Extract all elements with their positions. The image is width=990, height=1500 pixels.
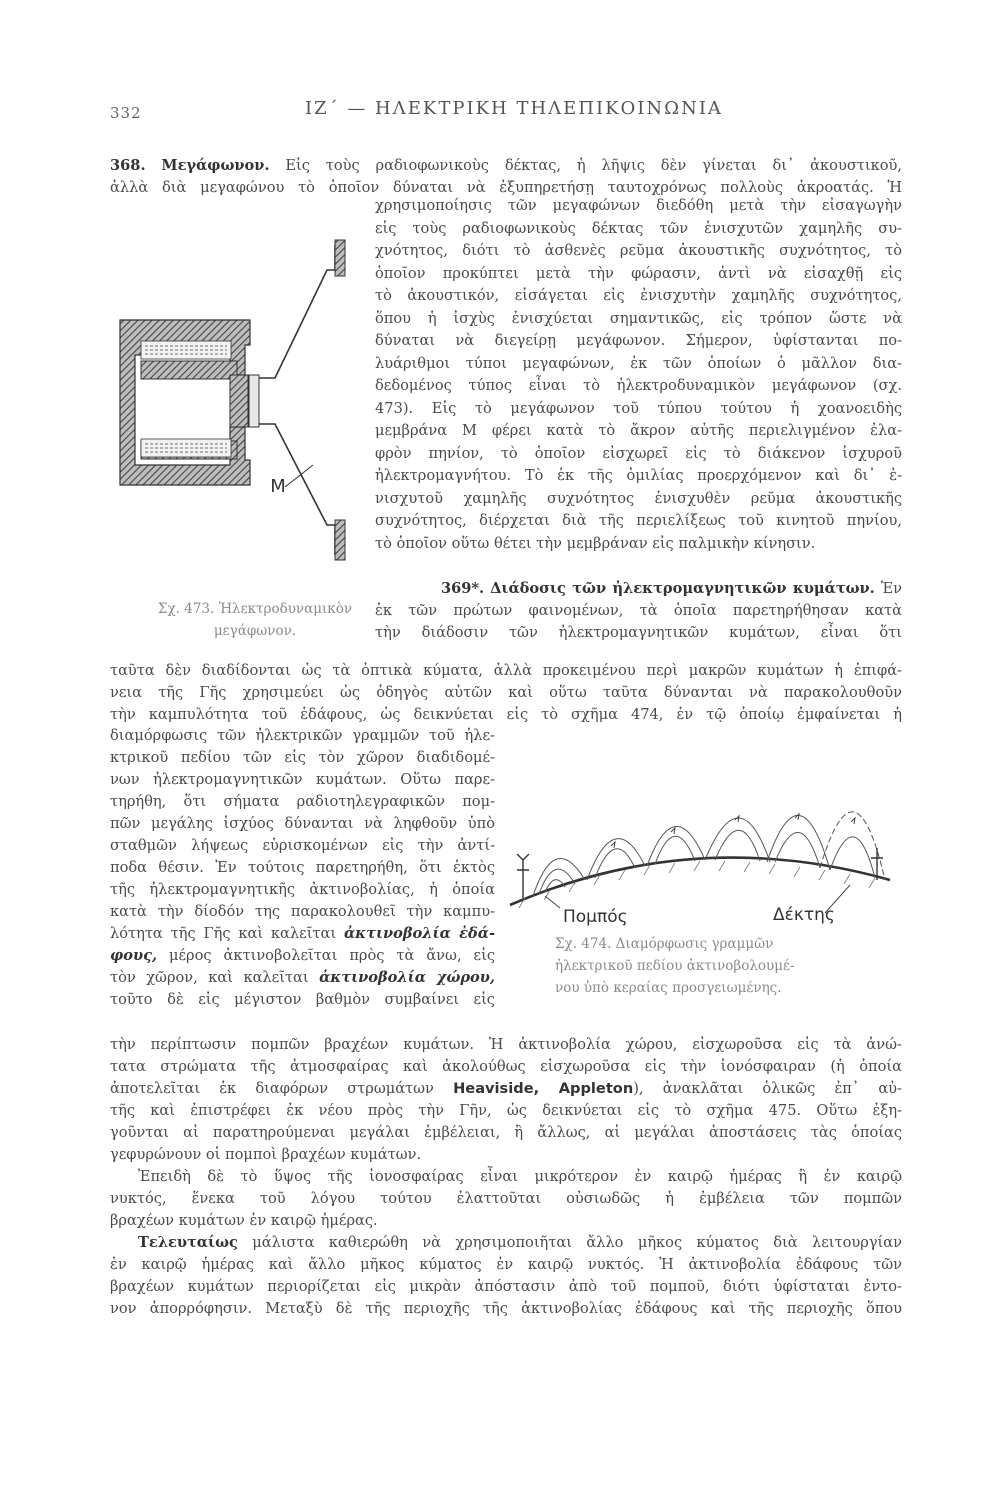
text-line xyxy=(110,1078,902,1100)
transmitter-antenna xyxy=(517,854,529,898)
text-line: νον ἀπορρόφησιν. Μεταξὺ δὲ τῆς περιοχῆς τῆς ἀκτινοβολίας ἐδάφους καὶ τῆς περιοχῆς ὅπου xyxy=(110,1300,902,1317)
text-span: Εἰς τοὺς ραδιοφωνικοὺς δέκτας, ἡ λῆψις δὲν γίνεται δι᾿ ἀκουστικοῦ, xyxy=(285,157,902,174)
frame-top xyxy=(335,240,345,276)
section-369-body xyxy=(110,660,902,726)
text-line: χνότητος, διότι τὸ ἀσθενὲς ρεῦμα ἀκουστικῆς συχνότητος, τὸ xyxy=(375,242,902,259)
text-span: ἀποτελεῖται ἐκ διαφόρων στρωμάτων xyxy=(110,1080,434,1097)
running-head: ΙΖ΄ — ΗΛΕΚΤΡΙΚΗ ΤΗΛΕΠΙΚΟΙΝΩΝΙΑ xyxy=(305,98,723,119)
frame-bottom xyxy=(335,520,345,560)
text-line: νων ἠλεκτρομαγνητικῶν κυμάτων. Οὕτω παρε- xyxy=(110,771,495,788)
text-line xyxy=(110,967,495,989)
section-369-continuation xyxy=(110,1012,902,1317)
text-span: τὸν χῶρον, καὶ καλεῖται xyxy=(110,969,309,986)
text-line: δεδομένος τύπος εἶναι τὸ ἠλεκτροδυναμικὸν μεγάφωνον (σχ. xyxy=(375,377,902,394)
caption-line: Σχ. 474. Διαμόρφωσις γραμμῶν xyxy=(555,936,774,952)
text-line: τατα στρώματα τῆς ἀτμοσφαίρας καὶ ἀκολούθως εἰσχωροῦσα εἰς τὴν ἰονόσφαιραν (ἡ ὁποία xyxy=(110,1058,902,1075)
text-span: Ἐν xyxy=(880,580,903,597)
figure-473-loudspeaker-diagram xyxy=(115,215,360,585)
field-coil xyxy=(141,341,231,457)
term-sky-radiation: ἀκτινοβολία χώρου, xyxy=(319,969,495,986)
label-transmitter: Πομπός xyxy=(563,907,628,927)
page-header xyxy=(110,98,900,128)
text-line: τηρήθη, ὅτι σήματα ραδιοτηλεγραφικῶν πομ- xyxy=(110,793,495,810)
text-line: ὁποῖον προκύπτει μετὰ τὴν φώρασιν, ἀντὶ νὰ εἰσαχθῇ εἰς xyxy=(375,264,902,282)
section-369-heading xyxy=(375,578,902,644)
caption-line: νου ὑπὸ κεραίας προσγειωμένης. xyxy=(555,980,782,996)
text-line: 473). Εἰς τὸ μεγάφωνον τοῦ τύπου τούτου ἡ χοανοειδὴς xyxy=(375,399,902,417)
section-369-left-column xyxy=(110,725,495,1011)
text-line: τὸ ὁποῖον οὕτω θέτει τὴν μεμβράναν εἰς παλμικὴν κίνησιν. xyxy=(375,534,816,552)
term-ground-radiation-end: φους, xyxy=(110,947,158,964)
label-m: Μ xyxy=(270,476,286,497)
figure-474-caption xyxy=(555,933,895,999)
page-number: 332 xyxy=(110,104,142,122)
caption-line: ἠλεκτρικοῦ πεδίου ἀκτινοβολουμέ- xyxy=(555,958,795,974)
cone-membrane xyxy=(259,245,335,555)
figure-474-field-lines-diagram xyxy=(505,730,895,930)
moving-coil xyxy=(249,375,259,427)
term-ground-radiation: ἀκτινοβολία ἐδά- xyxy=(343,925,495,942)
section-title: Διάδοσις τῶν ἠλεκτρομαγνητικῶν κυμάτων. xyxy=(490,580,875,597)
text-line: εἰς τοὺς ραδιοφωνικοὺς δέκτας τῶν ἐνισχυτῶν χαμηλῆς συ- xyxy=(375,219,902,237)
text-span: μέρος ἀκτινοβολεῖται πρὸς τὰ ἄνω, εἰς xyxy=(169,947,495,964)
label-receiver: Δέκτης xyxy=(773,905,835,925)
text-line: νυκτός, ἕνεκα τοῦ λόγου τούτου ἐλαττοῦται οὐσιωδῶς ἡ ἐμβέλεια τῶν πομπῶν xyxy=(110,1190,902,1207)
label-leader-line xyxy=(285,465,313,487)
text-line: συχνότητος, διέρχεται διὰ τῆς περιελίξεως τοῦ κινητοῦ πηνίου, xyxy=(375,512,902,529)
text-line: χρησιμοποίησις τῶν μεγαφώνων διεδόθη μετὰ τὴν εἰσαγωγὴν xyxy=(375,197,902,214)
text-line: τῆς ἠλεκτρομαγνητικῆς ἀκτινοβολίας, ἡ ὁποία xyxy=(110,881,495,898)
text-line: νεια τῆς Γῆς χρησιμεύει ὡς ὁδηγὸς αὐτῶν καὶ οὕτω ταῦτα δύνανται νὰ παρακολουθοῦν xyxy=(110,684,902,701)
text-line: ἠλεκτρομαγνήτου. Τὸ ἐκ τῆς ὁμιλίας προερχόμενον καὶ δι᾿ ἐ- xyxy=(375,467,902,484)
text-line: μεμβράνα Μ φέρει κατὰ τὸ ἄκρον αὐτῆς περιελιγμένον ἐλα- xyxy=(375,422,902,439)
text-line: ὅπου ἡ ἰσχὺς ἐνισχύεται σημαντικῶς, εἰς τρόπον ὥστε νὰ xyxy=(375,309,902,327)
text-line: γοῦνται αἱ παρατηρούμεναι μεγάλαι ἐμβέλειαι, ἢ ἄλλως, αἱ μεγάλαι ἀποστάσεις τὰς ὁποίας xyxy=(110,1124,902,1141)
text-line: τῆς καὶ ἐπιστρέφει ἐκ νέου πρὸς τὴν Γῆν, ὡς δεικνύεται εἰς τὸ σχῆμα 475. Οὕτω ἐξη- xyxy=(110,1102,902,1119)
text-line: τοῦτο δὲ εἰς μέγιστον βαθμὸν συμβαίνει εἰς xyxy=(110,991,495,1008)
text-line: πῶν μεγάλης ἰσχύος δύνανται νὰ ληφθοῦν ὑπὸ xyxy=(110,815,495,832)
earth-surface xyxy=(510,858,890,905)
text-line xyxy=(375,578,902,600)
pole-piece xyxy=(230,375,248,427)
figure-473-caption: Σχ. 473. Ἠλεκτροδυναμικὸν μεγάφωνον. xyxy=(157,601,353,639)
text-span: ), ἀνακλᾶται ὁλικῶς ἐπ᾿ αὐ- xyxy=(633,1080,902,1097)
section-title: Μεγάφωνον. xyxy=(161,157,270,174)
text-span: μάλιστα καθιερώθη νὰ χρησιμοποιῆται ἄλλο μῆκος κύματος διὰ λειτουργίαν xyxy=(252,1234,902,1251)
section-number: 369*. xyxy=(440,580,485,597)
names-heaviside-appleton: Heaviside, Appleton xyxy=(453,1080,634,1097)
section-368-column xyxy=(375,195,902,585)
text-line xyxy=(110,923,495,945)
ground-hatching xyxy=(519,861,875,908)
electric-field-lines xyxy=(533,812,885,896)
text-line: νισχυτοῦ χαμηλῆς συχνότητος ἐνισχυθὲν ρεῦμα ἀκουστικῆς xyxy=(375,489,902,507)
text-line: τὸ ἀκουστικόν, εἰσάγεται εἰς ἐνισχυτὴν χαμηλῆς συχνότητος, xyxy=(375,287,902,304)
text-line: τὴν διάδοσιν τῶν ἠλεκτρομαγνητικῶν κυμάτων, εἶναι ὅτι xyxy=(375,624,902,641)
text-line: τὴν περίπτωσιν πομπῶν βραχέων κυμάτων. Ἡ ἀκτινοβολία χώρου, εἰσχωροῦσα εἰς τὰ ἀνώ- xyxy=(110,1036,902,1053)
text-line: βραχέων κυμάτων περιορίζεται εἰς μικρὰν ἀπόστασιν ἀπὸ τοῦ πομποῦ, διότι ὑφίσταται ἐντο- xyxy=(110,1278,902,1295)
text-span: λότητα τῆς Γῆς καὶ καλεῖται xyxy=(110,925,337,942)
text-line: τὴν καμπυλότητα τοῦ ἐδάφους, ὡς δεικνύεται εἰς τὸ σχῆμα 474, ἐν τῷ ὁποίῳ ἐμφαίνεται ἡ xyxy=(110,706,902,723)
text-line: ταῦτα δὲν διαδίδονται ὡς τὰ ὀπτικὰ κύματα, ἀλλὰ προκειμένου περὶ μακρῶν κυμάτων ἡ ἐπιφά- xyxy=(110,662,902,679)
text-line: κατὰ τὴν δίοδόν της παρακολουθεῖ τὴν καμπυ- xyxy=(110,903,495,920)
text-line: Ἐπειδὴ δὲ τὸ ὕψος τῆς ἰονοσφαίρας εἶναι μικρότερον ἐν καιρῷ ἡμέρας ἢ ἐν καιρῷ xyxy=(138,1168,902,1185)
text-line: ἀλλὰ διὰ μεγαφώνου τὸ ὁποῖον δύναται νὰ ἐξυπηρετήσῃ ταυτοχρόνως πολλοὺς ἀκροατάς. Ἡ xyxy=(110,179,902,196)
text-line: φρὸν πηνίον, τὸ ὁποῖον εἰσχωρεῖ εἰς τὸ διάκενον ἰσχυροῦ xyxy=(375,444,902,462)
section-368-opening xyxy=(110,155,902,200)
text-line: διαμόρφωσις τῶν ἠλεκτρικῶν γραμμῶν τοῦ ἠλε- xyxy=(110,727,495,744)
section-number: 368. xyxy=(110,157,146,174)
text-line: ποδα θέσιν. Ἐν τούτοις παρετηρήθη, ὅτι ἐκτὸς xyxy=(110,859,495,876)
text-line: δύναται νὰ διεγείρῃ μεγάφωνον. Σήμερον, ὑφίστανται πο- xyxy=(375,332,902,349)
text-line xyxy=(110,1232,902,1254)
para-lead-word: Τελευταίως xyxy=(138,1234,238,1251)
text-line xyxy=(110,945,495,967)
text-line: γεφυρώνουν οἱ πομποὶ βραχέων κυμάτων. xyxy=(110,1146,422,1163)
text-line: σταθμῶν λήψεως εὑρισκομένων εἰς τὴν ἀντί- xyxy=(110,837,495,854)
text-line: κτρικοῦ πεδίου τῶν εἰς τὸν χῶρον διαδιδομέ- xyxy=(110,749,495,766)
text-line xyxy=(110,155,902,177)
text-line: βραχέων κυμάτων ἐν καιρῷ ἡμέρας. xyxy=(110,1212,378,1229)
text-line: λυάριθμοι τύποι μεγαφώνων, ἐκ τῶν ὁποίων ὁ μᾶλλον δια- xyxy=(375,354,902,372)
text-line: ἐν καιρῷ ἡμέρας καὶ ἄλλο μῆκος κύματος ἐν καιρῷ νυκτός. Ἡ ἀκτινοβολία ἐδάφους τῶν xyxy=(110,1256,902,1273)
text-line: ἐκ τῶν πρώτων φαινομένων, τὰ ὁποῖα παρετηρήθησαν κατὰ xyxy=(375,602,902,619)
